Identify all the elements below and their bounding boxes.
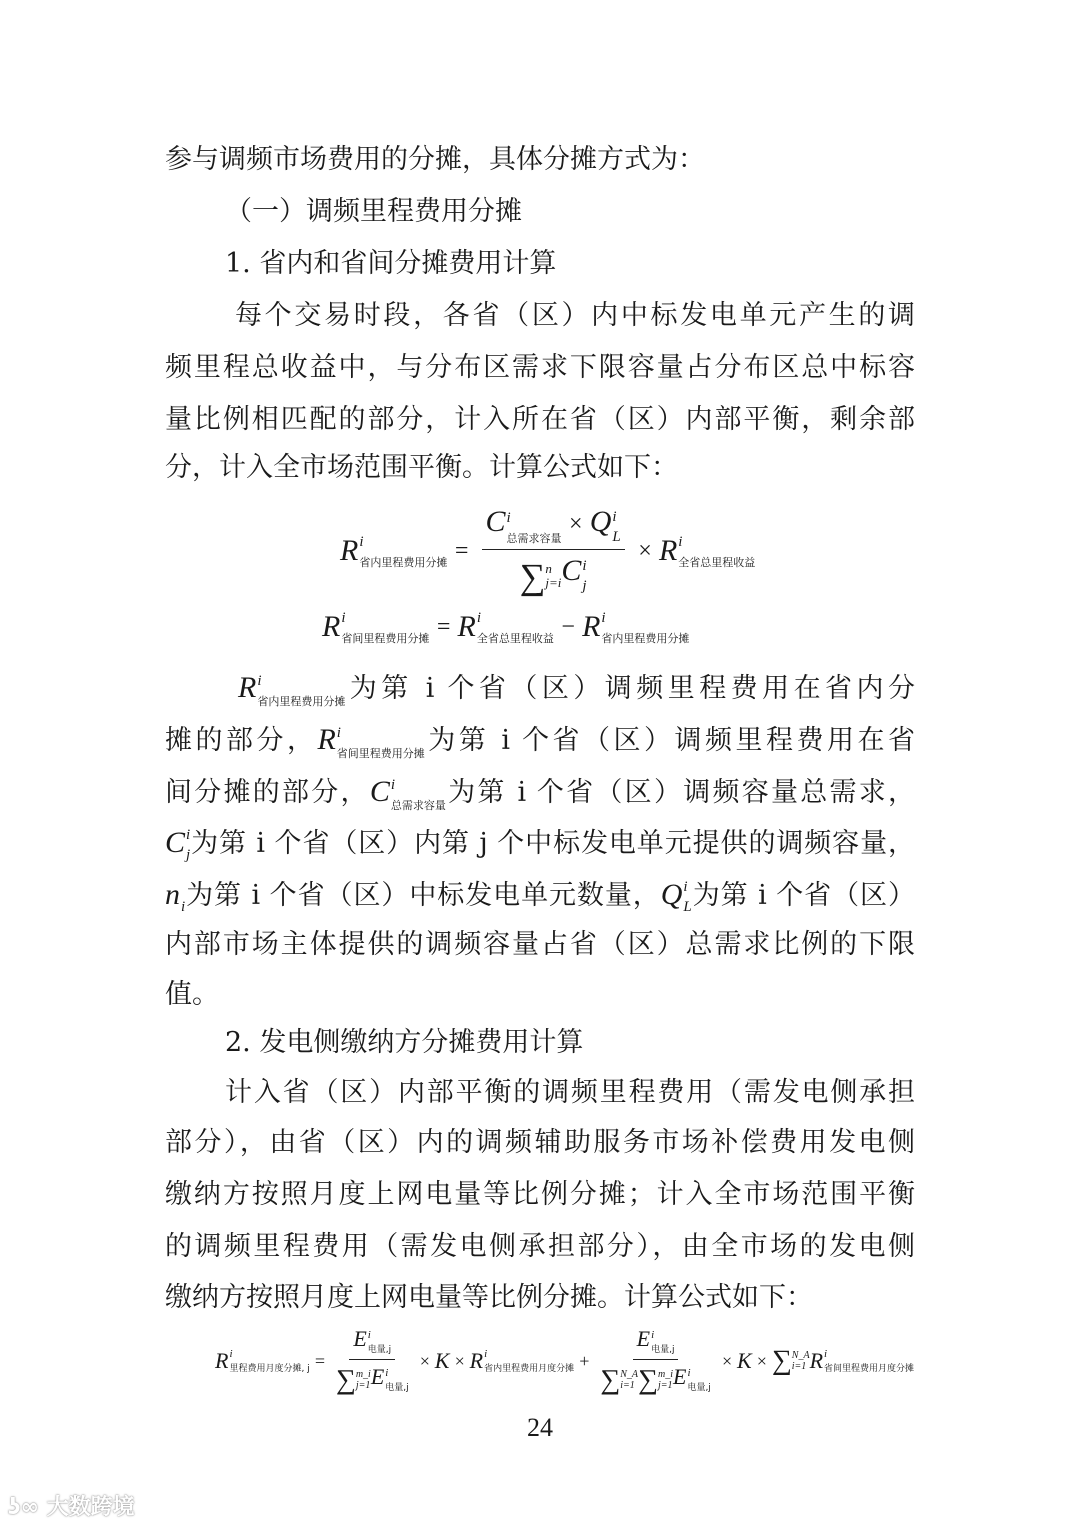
text-line: 计入省（区）内部平衡的调频里程费用（需发电侧承担	[225, 1077, 915, 1108]
text-line: C i j 为第 i 个省（区）内第 j 个中标发电单元提供的调频容量，	[165, 826, 915, 864]
text-line: 内部市场主体提供的调频容量占省（区）总需求比例的下限	[165, 929, 915, 960]
formula-provincial-allocation: R i 省内里程费用分摊 = C i 总需求容量 × Q i L ∑ n j=i C i j × R i 全省总里程收益	[340, 505, 756, 597]
text-line: 频里程总收益中，与分布区需求下限容量占分布区总中标容	[165, 352, 915, 383]
text-line: 值。	[165, 979, 219, 1010]
text-line: 间分摊的部分，C i 总需求容量 为第 i 个省（区）调频容量总需求，	[165, 775, 915, 813]
section-heading: （一）调频里程费用分摊	[225, 196, 522, 227]
text-line: 的调频里程费用（需发电侧承担部分），由全市场的发电侧	[165, 1231, 915, 1262]
text-line: 分，计入全市场范围平衡。计算公式如下：	[165, 452, 678, 483]
formula-monthly-allocation: R i 里程费用月度分摊, j = E i 电量,j ∑ m_i j=1 E i 电量,j × K × R i 省内里程费用月度分摊 + E i 电量,j ∑ N_A i=1 ∑ m_i j=1 E i 电量,j × K × ∑ N_A i=1 R i 省间里程费用月度分摊	[215, 1326, 915, 1396]
text-line: 缴纳方按照月度上网电量等比例分摊；计入全市场范围平衡	[165, 1179, 915, 1210]
watermark-logo: ʖ∞ 大数跨境	[8, 1495, 135, 1520]
formula-interprovincial-allocation: R i 省间里程费用分摊 = R i 全省总里程收益 − R i 省内里程费用分摊	[322, 609, 690, 645]
subsection-heading: 2. 发电侧缴纳方分摊费用计算	[225, 1027, 584, 1058]
text-line: 部分），由省（区）内的调频辅助服务市场补偿费用发电侧	[165, 1127, 915, 1158]
fraction: C i 总需求容量 × Q i L ∑ n j=i C i j	[482, 505, 625, 597]
text-line: 缴纳方按照月度上网电量等比例分摊。计算公式如下：	[165, 1282, 813, 1313]
text-line: 每个交易时段，各省（区）内中标发电单元产生的调	[235, 300, 915, 331]
page-number: 24	[527, 1413, 553, 1442]
subsection-heading: 1. 省内和省间分摊费用计算	[225, 248, 557, 279]
text-line: 参与调频市场费用的分摊，具体分摊方式为：	[165, 144, 705, 175]
text-line: n i 为第 i 个省（区）中标发电单元数量，Q i L 为第 i 个省（区）	[165, 878, 915, 916]
logo-icon: ʖ∞	[8, 1495, 47, 1520]
text-line: R i 省内里程费用分摊 为第 i 个省（区）调频里程费用在省内分	[238, 671, 915, 709]
text-line: 量比例相匹配的部分，计入所在省（区）内部平衡，剩余部	[165, 404, 915, 435]
text-line: 摊的部分，R i 省间里程费用分摊 为第 i 个省（区）调频里程费用在省	[165, 723, 915, 761]
